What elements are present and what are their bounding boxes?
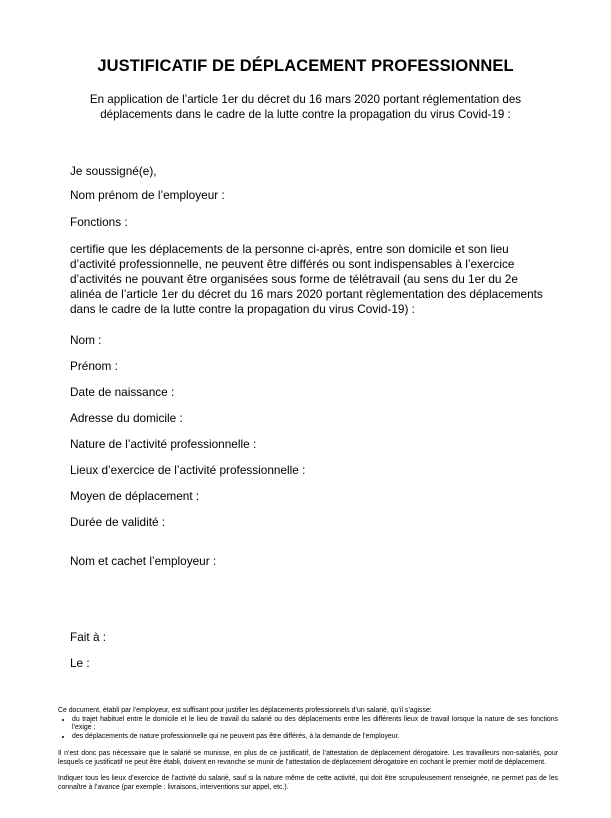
document-title: JUSTIFICATIF DE DÉPLACEMENT PROFESSIONNEL xyxy=(97,57,514,75)
intro-text: En application de l’article 1er du décret du 16 mars 2020 portant réglementation des déplacements dans le cadre de la lutte contre la propagation du virus Covid-19 : xyxy=(89,93,522,121)
undersigned-label: Je soussigné(e), xyxy=(70,164,157,178)
note-bullet-1: • du trajet habituel entre le domicile et le lieu de travail du salarié ou des déplacements entre les différents lieux de travail lorsque la nature de ses fonctions l’exige ; xyxy=(72,716,558,733)
footer-notes xyxy=(58,707,558,793)
fait-a-label: Fait à : xyxy=(70,630,107,644)
functions-label: Fonctions : xyxy=(70,215,128,229)
note-paragraph-2: Il n’est donc pas nécessaire que le salarié se munisse, en plus de ce justificatif, de l’attestation de déplacement dérogatoire. Les travailleurs non-salariés, pour lesquels ce justificatif ne peut être établi, doivent en revanche se munir de l’attestation de déplacement dérogatoire en cochant le premier motif de déplacement. xyxy=(58,749,558,766)
note-paragraph-3: Indiquer tous les lieux d’exercice de l’activité du salarié, sauf si la nature même de cette activité, qui doit être scrupuleusement renseignée, ne permet pas de les connaître à l’avance (par exemple : livraisons, interventions sur appel, etc.). xyxy=(58,775,558,791)
birthdate-label: Date de naissance : xyxy=(70,385,175,399)
employer-name-label: Nom prénom de l’employeur : xyxy=(70,188,225,202)
certify-paragraph: certifie que les déplacements de la personne ci-après, entre son domicile et son lieu d’activité professionnelle, ne peuvent être différés ou sont indispensables à l’exercice d’activités ne pouvant être organisées sous forme de télétravail (au sens du 1er du 2e alinéa de l’article 1er du décret du 16 mars 2020 portant règlementation des déplacements dans le cadre de la lutte contre la propagation du virus Covid-19) : xyxy=(70,242,543,316)
validity-label: Durée de validité : xyxy=(70,515,166,529)
activity-label: Nature de l’activité professionnelle : xyxy=(70,437,257,451)
note-bullet-2: • des déplacements de nature professionnelle qui ne peuvent pas être différés, à la demande de l’employeur. xyxy=(72,733,558,742)
address-label: Adresse du domicile : xyxy=(70,411,183,425)
note-paragraph-1: Ce document, établi par l’employeur, est suffisant pour justifier les déplacements professionnels d’un salarié, qu’il s’agisse: xyxy=(58,707,432,714)
nom-label: Nom : xyxy=(70,333,102,347)
note-list xyxy=(58,716,558,742)
prenom-label: Prénom : xyxy=(70,359,118,373)
places-label: Lieux d’exercice de l’activité professionnelle : xyxy=(70,463,306,477)
stamp-label: Nom et cachet l’employeur : xyxy=(70,554,217,568)
date-label: Le : xyxy=(70,656,90,670)
transport-label: Moyen de déplacement : xyxy=(70,489,200,503)
